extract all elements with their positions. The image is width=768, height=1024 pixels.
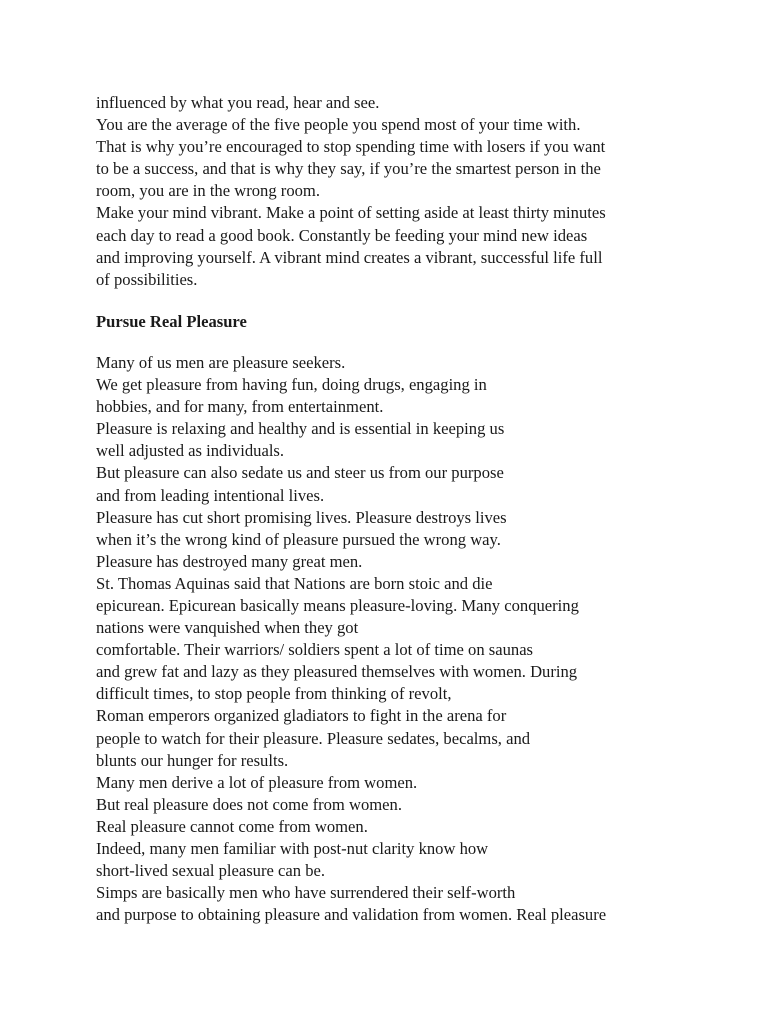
text-line: difficult times, to stop people from thinking of revolt, — [96, 684, 452, 704]
text-line: But real pleasure does not come from women. — [96, 794, 402, 814]
text-line: hobbies, and for many, from entertainment. — [96, 397, 384, 417]
text-line: and grew fat and lazy as they pleasured themselves with women. During — [96, 662, 578, 682]
text-line: and from leading intentional lives. — [96, 485, 325, 505]
text-line: But pleasure can also sedate us and steer us from our purpose — [96, 463, 504, 483]
text-line: and improving yourself. A vibrant mind creates a vibrant, successful life full — [96, 247, 603, 267]
text-line: when it’s the wrong kind of pleasure pursued the wrong way. — [96, 529, 501, 549]
text-line: influenced by what you read, hear and see. — [96, 93, 380, 112]
text-line: Pleasure is relaxing and healthy and is essential in keeping us — [96, 419, 505, 439]
text-line: Roman emperors organized gladiators to fight in the arena for — [96, 706, 507, 726]
text-line: nations were vanquished when they got — [96, 618, 359, 638]
text-line: and purpose to obtaining pleasure and validation from women. Real pleasure — [96, 905, 607, 925]
text-line: We get pleasure from having fun, doing drugs, engaging in — [96, 375, 487, 395]
text-line: Many of us men are pleasure seekers. — [96, 352, 346, 372]
section-heading: Pursue Real Pleasure — [96, 311, 247, 331]
intro-paragraph — [96, 92, 696, 291]
text-line: comfortable. Their warriors/ soldiers spent a lot of time on saunas — [96, 640, 534, 660]
text-line: blunts our hunger for results. — [96, 750, 289, 770]
text-line: Simps are basically men who have surrendered their self-worth — [96, 883, 516, 903]
text-line: each day to read a good book. Constantly be feeding your mind new ideas — [96, 225, 588, 245]
text-line: epicurean. Epicurean basically means pleasure-loving. Many conquering — [96, 595, 579, 615]
text-line: Real pleasure cannot come from women. — [96, 816, 368, 836]
body-paragraph — [96, 352, 696, 926]
text-line: That is why you’re encouraged to stop spending time with losers if you want — [96, 137, 606, 157]
text-line: room, you are in the wrong room. — [96, 181, 320, 201]
document-page — [96, 92, 696, 926]
text-line: Pleasure has destroyed many great men. — [96, 551, 363, 571]
text-line: people to watch for their pleasure. Pleasure sedates, becalms, and — [96, 728, 531, 748]
text-line: You are the average of the five people you spend most of your time with. — [96, 115, 581, 135]
text-line: short-lived sexual pleasure can be. — [96, 861, 325, 881]
text-line: Indeed, many men familiar with post-nut clarity know how — [96, 839, 489, 858]
text-line: Make your mind vibrant. Make a point of setting aside at least thirty minutes — [96, 203, 606, 223]
text-line: to be a success, and that is why they say, if you’re the smartest person in the — [96, 159, 601, 179]
text-line: well adjusted as individuals. — [96, 441, 285, 461]
text-line: Pleasure has cut short promising lives. Pleasure destroys lives — [96, 507, 507, 527]
text-line: Many men derive a lot of pleasure from women. — [96, 772, 418, 792]
text-line: St. Thomas Aquinas said that Nations are born stoic and die — [96, 573, 493, 593]
text-line: of possibilities. — [96, 269, 198, 289]
